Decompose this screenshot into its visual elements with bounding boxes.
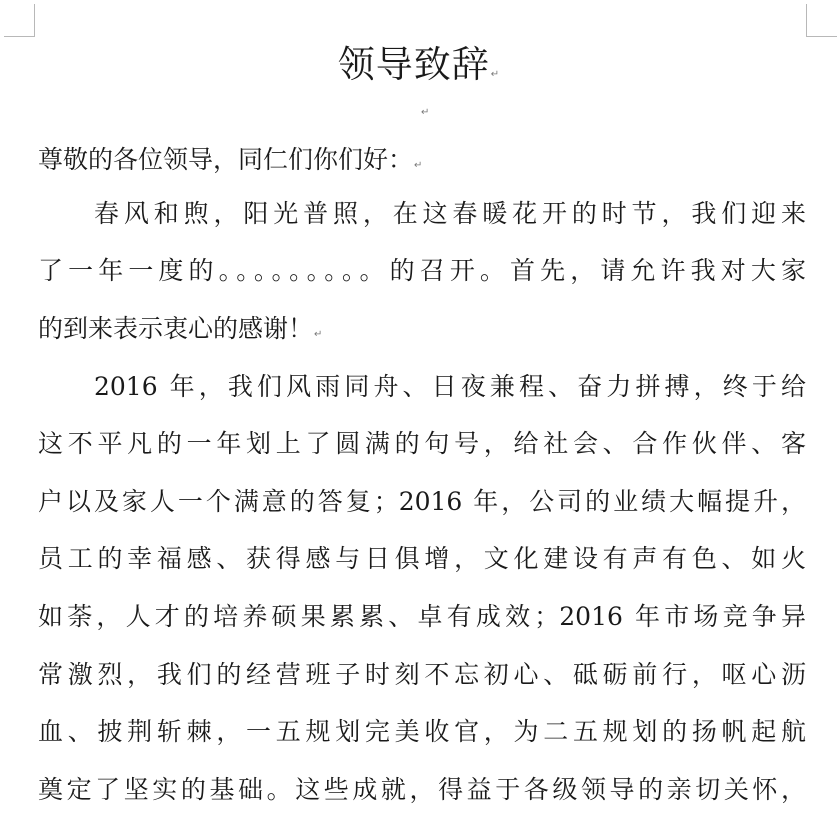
greeting-text: 尊敬的各位领导，同仁们你们好： [38, 145, 414, 174]
greeting-line [38, 142, 806, 184]
body-line: 奠定了坚实的基础。这些成就，得益于各级领导的亲切关怀， [38, 775, 806, 804]
paragraph-mark-icon: ↵ [314, 329, 323, 340]
body-line: 2016 年，我们风雨同舟、日夜兼程、奋力拼搏，终于给 [94, 372, 806, 401]
body-line: 户以及家人一个满意的答复；2016 年，公司的业绩大幅提升， [38, 487, 806, 516]
empty-paragraph-mark-icon: ↵ [421, 107, 430, 118]
document-title: 领导致辞 [337, 43, 490, 86]
body-line: 了一年一度的。。。。。。。。。的召开。首先，请允许我对大家 [38, 256, 806, 285]
body-line: 员工的幸福感、获得感与日俱增，文化建设有声有色、如火 [38, 544, 806, 573]
paragraph-mark-icon: ↵ [490, 69, 501, 80]
body-line-text: 的到来表示衷心的感谢！ [38, 314, 314, 343]
document-title-line [0, 40, 838, 100]
body-line: 这不平凡的一年划上了圆满的句号，给社会、合作伙伴、客 [38, 429, 806, 458]
crop-mark-top-right [806, 4, 837, 37]
body-line: 常激烈，我们的经营班子时刻不忘初心、砥砺前行，呕心沥 [38, 660, 806, 689]
body-line: 如荼，人才的培养硕果累累、卓有成效；2016 年市场竞争异 [38, 602, 806, 631]
crop-mark-top-left [4, 4, 35, 37]
body-line: 春风和煦，阳光普照，在这春暖花开的时节，我们迎来 [94, 199, 806, 228]
body-line: 血、披荆斩棘，一五规划完美收官，为二五规划的扬帆起航 [38, 717, 806, 746]
body-line-last [38, 311, 806, 353]
paragraph-mark-icon: ↵ [414, 160, 423, 171]
